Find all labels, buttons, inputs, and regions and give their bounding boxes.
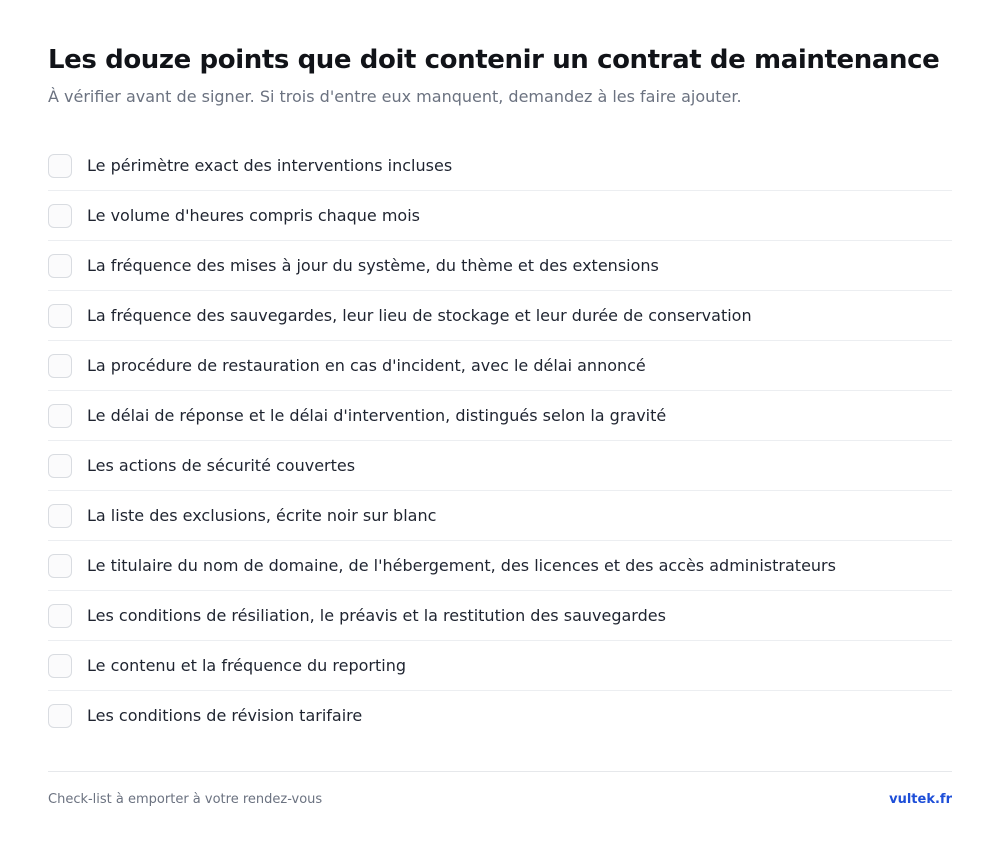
checklist-item-label: Le délai de réponse et le délai d'intervention, distingués selon la gravité <box>87 405 667 425</box>
checklist-item-label: La liste des exclusions, écrite noir sur blanc <box>87 505 437 525</box>
checkbox[interactable] <box>48 604 72 628</box>
checklist-item <box>48 241 952 291</box>
checkbox[interactable] <box>48 704 72 728</box>
checkbox[interactable] <box>48 254 72 278</box>
checklist-item <box>48 341 952 391</box>
checklist-item-label: Les conditions de révision tarifaire <box>87 706 363 725</box>
checklist-item <box>48 191 952 241</box>
checkbox[interactable] <box>48 304 72 328</box>
checklist-item-label: Les actions de sécurité couvertes <box>87 455 356 475</box>
checklist-item <box>48 141 952 191</box>
checklist-item <box>48 641 952 691</box>
checkbox[interactable] <box>48 154 72 178</box>
checkbox[interactable] <box>48 404 72 428</box>
checklist-item-label: La procédure de restauration en cas d'incident, avec le délai annoncé <box>87 355 646 375</box>
checklist-item-label: Le périmètre exact des interventions incluses <box>87 155 453 175</box>
checklist-item <box>48 441 952 491</box>
checkbox[interactable] <box>48 354 72 378</box>
page-subtitle: À vérifier avant de signer. Si trois d'entre eux manquent, demandez à les faire ajouter. <box>48 87 742 106</box>
checklist-item-label: La fréquence des mises à jour du système, du thème et des extensions <box>87 255 659 275</box>
checkbox[interactable] <box>48 504 72 528</box>
footer-note: Check-list à emporter à votre rendez-vous <box>48 792 323 807</box>
checkbox[interactable] <box>48 654 72 678</box>
page-title: Les douze points que doit contenir un contrat de maintenance <box>48 45 940 75</box>
checklist-item-label: La fréquence des sauvegardes, leur lieu de stockage et leur durée de conservation <box>87 305 752 325</box>
checkbox[interactable] <box>48 454 72 478</box>
checklist-item <box>48 391 952 441</box>
checklist-item <box>48 491 952 541</box>
checklist-item-label: Le contenu et la fréquence du reporting <box>87 655 407 675</box>
checklist-item-label: Le volume d'heures compris chaque mois <box>87 205 420 225</box>
checklist-item-label: Le titulaire du nom de domaine, de l'hébergement, des licences et des accès administrateurs <box>87 555 836 575</box>
checklist-item <box>48 291 952 341</box>
checklist <box>48 141 952 741</box>
footer-divider <box>48 771 952 772</box>
checkbox[interactable] <box>48 204 72 228</box>
checklist-item-label: Les conditions de résiliation, le préavis et la restitution des sauvegardes <box>87 605 666 625</box>
checkbox[interactable] <box>48 554 72 578</box>
checklist-item <box>48 541 952 591</box>
footer-brand-link[interactable]: vultek.fr <box>889 792 952 807</box>
checklist-item <box>48 591 952 641</box>
checklist-item <box>48 691 952 741</box>
